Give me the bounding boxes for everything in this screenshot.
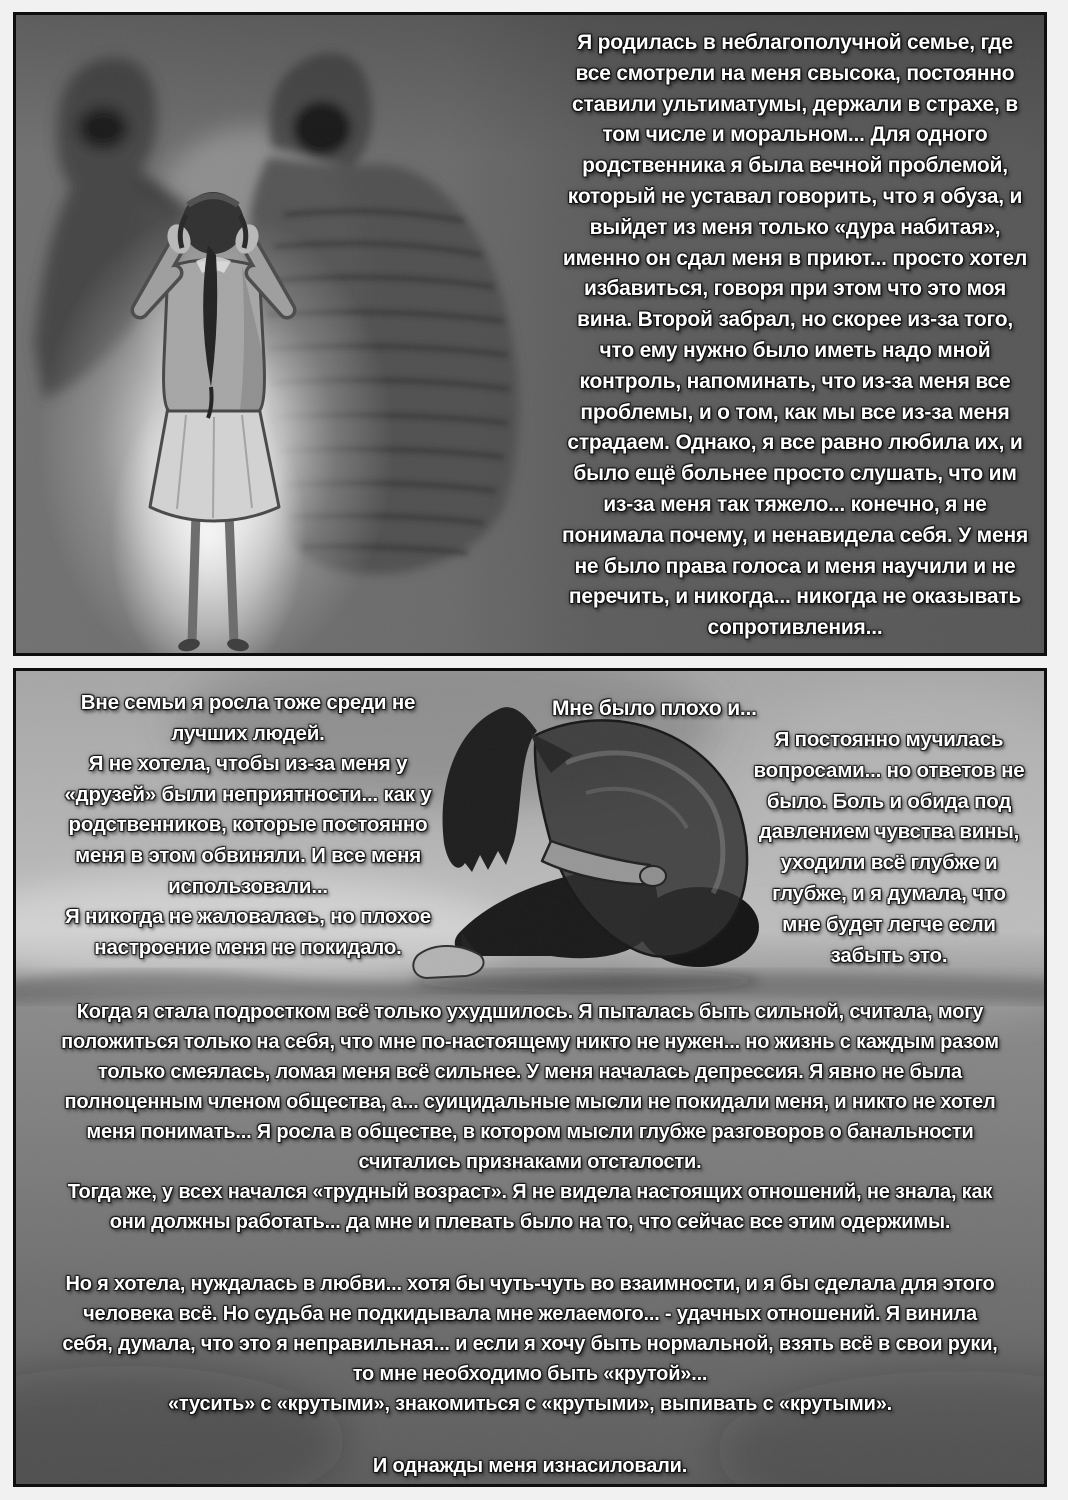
text-line: Когда я стала подростком всё только ухудшилось. Я пыталась быть сильной, считала, могу xyxy=(76,1001,984,1023)
panel-bottom xyxy=(13,668,1047,1487)
text-line: контроль, напоминать, что из-за меня все xyxy=(579,369,1011,393)
narration-outside-family xyxy=(32,688,464,963)
text-line: Я не хотела, чтобы из-за меня у xyxy=(88,752,408,776)
text-line: перечить, и никогда... никогда не оказывать xyxy=(568,585,1022,609)
text-line: настроение меня не покидало. xyxy=(94,935,402,959)
text-line: который не уставал говорить, что я обуза, и xyxy=(567,184,1023,208)
text-line: Я постоянно мучилась xyxy=(774,728,1004,751)
text-line: лучших людей. xyxy=(171,721,325,745)
text-line: «друзей» были неприятности... как у xyxy=(64,782,432,806)
text-line: Тогда же, у всех начался «трудный возраст». Я не видела настоящих отношений, не знала, как xyxy=(67,1181,993,1203)
narration-teenage-years xyxy=(20,997,1040,1481)
text-line: меня понимать... Я росла в обществе, в котором мысли глубже разговоров о банальности xyxy=(86,1121,974,1143)
text-line: из-за меня так тяжело... конечно, я не xyxy=(603,492,987,516)
text-line: было ещё больнее просто слушать, что им xyxy=(573,462,1017,486)
text-line: именно он сдал меня в приют... просто хотел xyxy=(562,246,1028,270)
text-line: меня в этом обвиняли. И все меня xyxy=(74,843,422,867)
text-line: человека всё. Но судьба не подкидывала мне желаемого... - удачных отношений. Я винила xyxy=(83,1303,977,1325)
text-line: давлением чувства вины, xyxy=(758,820,1020,844)
text-line: вина. Второй забрал, но скорее из-за того, xyxy=(577,308,1013,332)
text-line: Я родилась в неблагополучной семье, где xyxy=(577,31,1013,54)
text-line: считались признаками отсталости. xyxy=(358,1151,702,1173)
narration-top xyxy=(552,28,1038,644)
text-line: не было права голоса и меня научили и не xyxy=(574,554,1016,578)
text-line: избавиться, говоря при этом что это моя xyxy=(583,277,1007,301)
text-line: Но я хотела, нуждалась в любви... хотя бы чуть-чуть во взаимности, и я бы сделала для этого xyxy=(65,1273,995,1295)
text-line: полноценным членом общества, а... суицидальные мысли не покидали меня, и никто не хотел xyxy=(64,1091,996,1113)
text-line: выйдет из меня только «дура набитая», xyxy=(589,215,1001,239)
text-line: ставили ультиматумы, держали в страхе, в xyxy=(572,92,1018,116)
text-line: страдаем. Однако, я все равно любила их, и xyxy=(567,431,1023,455)
text-line: что ему нужно было иметь надо мной xyxy=(599,338,991,362)
text-line: они должны работать... да мне и плевать было на то, что сейчас все этим одержимы. xyxy=(109,1211,951,1233)
text-line: было. Боль и обида под xyxy=(766,789,1012,813)
text-line: все смотрели на меня свысока, постоянно xyxy=(575,61,1015,85)
narration-questions xyxy=(728,725,1047,971)
panel-top xyxy=(13,12,1047,656)
text-line: И однажды меня изнасиловали. xyxy=(372,1455,688,1477)
caption-i-felt-bad xyxy=(552,697,832,721)
caption-text: Мне было плохо и... xyxy=(552,697,757,720)
text-line: глубже, и я думала, что xyxy=(772,881,1006,905)
text-line: положиться только на себя, что мне по-настоящему никто не нужен... но жизнь с каждым разом xyxy=(61,1031,999,1053)
text-line: проблемы, и о том, как мы все из-за меня xyxy=(580,400,1010,424)
text-line: родственника я была вечной проблемой, xyxy=(582,154,1008,178)
text-line: Я никогда не жаловалась, но плохое xyxy=(64,905,432,929)
text-line: мне будет легче если xyxy=(782,912,996,936)
text-line: то мне необходимо быть «крутой»... xyxy=(352,1363,708,1385)
text-line: Вне семьи я росла тоже среди не xyxy=(80,691,416,714)
text-line: использовали... xyxy=(168,874,328,898)
text-line: сопротивления... xyxy=(707,616,883,640)
text-line: понимала почему, и ненавидела себя. У меня xyxy=(561,523,1028,547)
text-line: уходили всё глубже и xyxy=(780,851,998,875)
text-line: забыть это. xyxy=(830,943,948,967)
text-line: родственников, которые постоянно xyxy=(68,813,428,837)
text-line: только смеялась, ломая меня всё сильнее. У меня началась депрессия. Я явно не была xyxy=(98,1061,962,1083)
text-line: себя, думала, что это я неправильная... и если я хочу быть нормальной, взять всё в свои руки, xyxy=(62,1333,998,1355)
text-line: вопросами... но ответов не xyxy=(753,758,1025,782)
text-line: «тусить» с «крутыми», знакомиться с «крутыми», выпивать с «крутыми». xyxy=(168,1393,892,1415)
text-line: том числе и моральном... Для одного xyxy=(602,123,988,147)
